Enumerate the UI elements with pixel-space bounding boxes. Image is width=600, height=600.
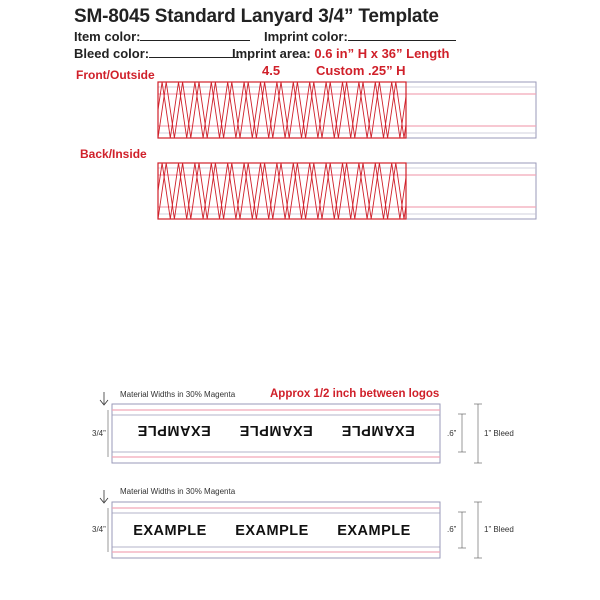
bleed-color-label: Bleed color:	[74, 46, 150, 61]
bleed-label-top: 1” Bleed	[484, 429, 514, 438]
width-label-bottom: 3/4”	[92, 525, 106, 534]
back-lanyard-strip	[150, 163, 536, 219]
example-text-3-bottom: EXAMPLE	[337, 523, 411, 539]
example-diagram-top	[100, 392, 482, 463]
example-text-2-top: EXAMPLE	[239, 422, 313, 438]
front-outside-label: Front/Outside	[76, 68, 155, 82]
value-small: 4.5	[262, 63, 281, 78]
imprint-area-label: Imprint area:	[232, 46, 311, 61]
example-text-2-bottom: EXAMPLE	[235, 523, 309, 539]
imprint-area-value: 0.6 in” H x 36” Length	[314, 46, 450, 61]
imprint-label-bottom: .6”	[447, 525, 457, 534]
example-diagram-bottom	[100, 490, 482, 558]
front-lanyard-strip	[150, 82, 536, 138]
bleed-label-bottom: 1” Bleed	[484, 525, 514, 534]
front-zigzag-pattern	[150, 82, 425, 138]
back-inside-label: Back/Inside	[80, 147, 147, 161]
material-widths-note-bottom: Material Widths in 30% Magenta	[120, 487, 236, 496]
example-text-3-top: EXAMPLE	[137, 422, 211, 438]
spacing-note: Approx 1/2 inch between logos	[270, 388, 440, 400]
custom-value: Custom .25” H	[316, 63, 406, 78]
page-title: SM-8045 Standard Lanyard 3/4” Template	[74, 6, 439, 27]
imprint-label-top: .6”	[447, 429, 457, 438]
example-text-1-top: EXAMPLE	[341, 422, 415, 438]
material-widths-note-top: Material Widths in 30% Magenta	[120, 390, 236, 399]
example-text-1-bottom: EXAMPLE	[133, 523, 207, 539]
item-color-label: Item color:	[74, 29, 141, 44]
width-label-top: 3/4”	[92, 429, 106, 438]
imprint-color-label: Imprint color:	[264, 29, 348, 44]
back-zigzag-pattern	[150, 163, 425, 219]
